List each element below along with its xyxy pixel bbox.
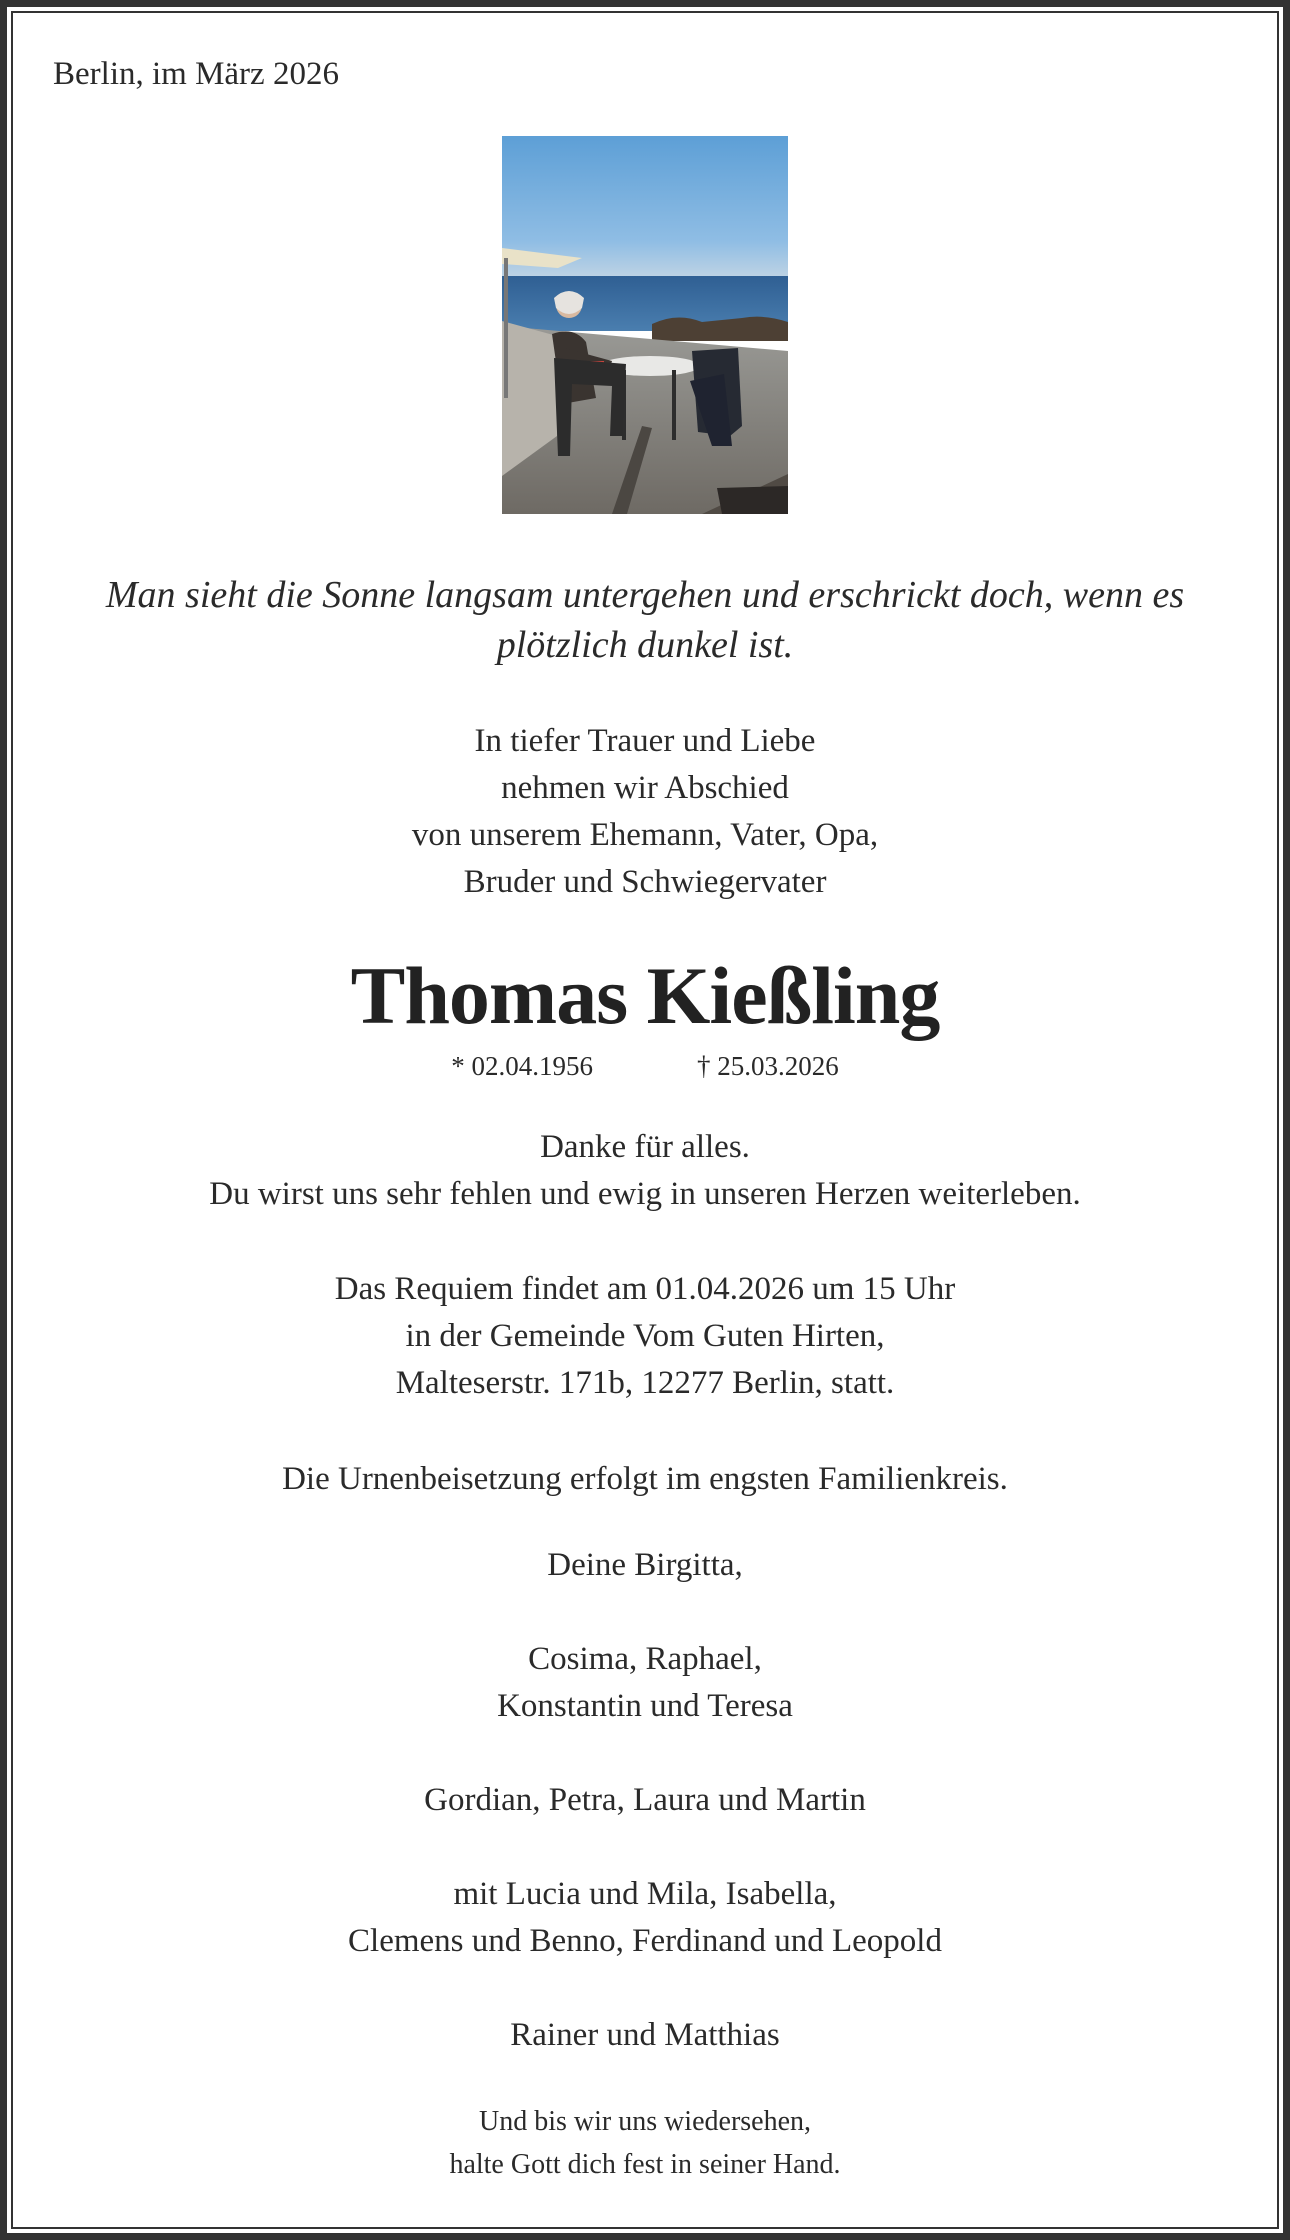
intro-line: nehmen wir Abschied xyxy=(501,770,789,806)
family-line: Rainer und Matthias xyxy=(510,2017,780,2053)
family-line: Cosima, Raphael, xyxy=(528,1641,762,1677)
family-line: mit Lucia und Mila, Isabella, xyxy=(453,1876,837,1912)
motto-line: plötzlich dunkel ist. xyxy=(496,624,794,666)
death-date: † 25.03.2026 xyxy=(697,1051,839,1081)
thanks-line: Du wirst uns sehr fehlen und ewig in unseren Herzen weiterleben. xyxy=(209,1176,1081,1212)
urn-burial-note: Die Urnenbeisetzung erfolgt im engsten Familienkreis. xyxy=(282,1461,1008,1497)
intro-line: In tiefer Trauer und Liebe xyxy=(474,723,816,759)
thanks-text xyxy=(40,1124,1250,1218)
requiem-line: Das Requiem findet am 01.04.2026 um 15 Uhr xyxy=(334,1271,956,1307)
closing-verse xyxy=(40,2100,1250,2186)
family-wife: Deine Birgitta, xyxy=(547,1547,743,1583)
family-signatures xyxy=(40,1542,1250,2059)
motto-quote xyxy=(40,570,1250,670)
place-date: Berlin, im März 2026 xyxy=(53,56,339,92)
life-dates xyxy=(40,1048,1250,1084)
requiem-line: in der Gemeinde Vom Guten Hirten, xyxy=(405,1318,885,1354)
requiem-line: Malteserstr. 171b, 12277 Berlin, statt. xyxy=(395,1365,895,1401)
thanks-line: Danke für alles. xyxy=(540,1129,750,1165)
deceased-name: Thomas Kießling xyxy=(350,950,940,1041)
closing-line: halte Gott dich fest in seiner Hand. xyxy=(449,2149,841,2180)
portrait-photo xyxy=(502,136,788,514)
family-line: Konstantin und Teresa xyxy=(497,1688,793,1724)
requiem-info xyxy=(40,1266,1250,1407)
intro-line: Bruder und Schwiegervater xyxy=(463,864,827,900)
closing-line: Und bis wir uns wiedersehen, xyxy=(478,2106,812,2137)
family-line: Clemens und Benno, Ferdinand und Leopold xyxy=(348,1923,942,1959)
birth-date: * 02.04.1956 xyxy=(451,1051,593,1081)
intro-line: von unserem Ehemann, Vater, Opa, xyxy=(411,817,879,853)
intro-text xyxy=(40,718,1250,906)
motto-line: Man sieht die Sonne langsam untergehen und erschrickt doch, wenn es xyxy=(105,574,1185,616)
family-line: Gordian, Petra, Laura und Martin xyxy=(424,1782,866,1818)
